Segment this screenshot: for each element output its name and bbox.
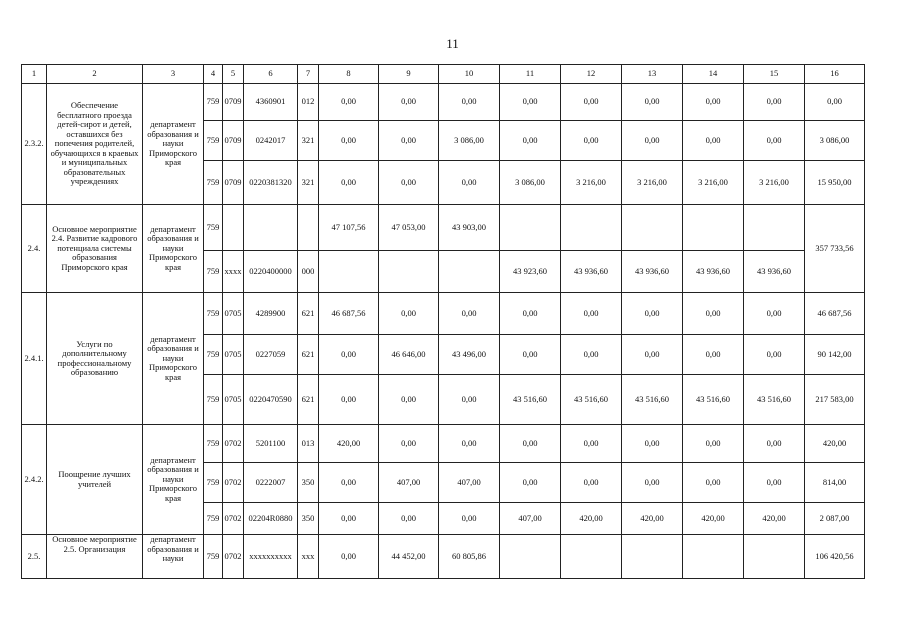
header-cell: 16 [805,65,865,84]
cell: 759 [204,463,223,503]
cell: 0702 [223,535,244,579]
cell: 321 [298,121,319,161]
cell: 759 [204,503,223,535]
cell: 759 [204,251,223,293]
cell: 43 903,00 [439,205,500,251]
cell: 3 086,00 [500,161,561,205]
cell: 0,00 [500,463,561,503]
cell: 0,00 [744,84,805,121]
cell: 3 216,00 [561,161,622,205]
cell: 43 923,60 [500,251,561,293]
cell: 0,00 [744,293,805,335]
cell: 0702 [223,425,244,463]
cell: 46 687,56 [319,293,379,335]
cell: 0,00 [439,293,500,335]
cell [622,205,683,251]
header-cell: 14 [683,65,744,84]
cell: xxxx [223,251,244,293]
cell: 0702 [223,463,244,503]
cell: 0,00 [500,84,561,121]
cell: 0705 [223,293,244,335]
cell: 43 516,60 [622,375,683,425]
cell: 420,00 [805,425,865,463]
cell: 43 936,60 [561,251,622,293]
cell: 0709 [223,84,244,121]
cell: 217 583,00 [805,375,865,425]
section-name: Услуги по дополнительному профессиональному образованию [47,293,143,425]
cell: 321 [298,161,319,205]
cell: 3 086,00 [805,121,865,161]
cell: 43 516,60 [683,375,744,425]
cell: 759 [204,425,223,463]
cell: 43 516,60 [561,375,622,425]
cell: 0,00 [379,503,439,535]
cell: 407,00 [439,463,500,503]
cell [223,205,244,251]
cell [622,535,683,579]
cell: 0,00 [683,425,744,463]
table-row [22,425,865,463]
cell [744,535,805,579]
cell: 0705 [223,335,244,375]
page-number: 11 [446,36,459,51]
cell: 43 516,60 [744,375,805,425]
cell: 43 936,60 [622,251,683,293]
cell: xxx [298,535,319,579]
executor: департамент образования и науки [143,535,204,579]
cell: 02204R0880 [244,503,298,535]
section-name: Основное мероприятие 2.4. Развитие кадрового потенциала системы образования Приморского края [47,205,143,293]
cell: 0,00 [561,425,622,463]
cell: 46 687,56 [805,293,865,335]
cell [500,205,561,251]
cell: 357 733,56 [805,205,865,293]
cell: 0,00 [683,84,744,121]
cell: 3 216,00 [744,161,805,205]
header-cell: 15 [744,65,805,84]
cell: 350 [298,503,319,535]
cell: 0,00 [379,84,439,121]
cell [244,205,298,251]
header-row [22,65,865,84]
cell: 759 [204,293,223,335]
cell: 420,00 [683,503,744,535]
cell: 814,00 [805,463,865,503]
cell: 0,00 [622,335,683,375]
cell: 420,00 [561,503,622,535]
cell: 420,00 [744,503,805,535]
header-cell: 4 [204,65,223,84]
cell: 0220470590 [244,375,298,425]
cell: 0,00 [622,293,683,335]
cell: 0,00 [683,335,744,375]
cell: 621 [298,293,319,335]
cell: 0,00 [622,425,683,463]
section-code: 2.4. [22,205,47,293]
cell [379,251,439,293]
cell: 0,00 [500,121,561,161]
cell: 420,00 [319,425,379,463]
section-code: 2.4.2. [22,425,47,535]
budget-table [21,64,865,579]
cell: 0,00 [805,84,865,121]
cell: 407,00 [500,503,561,535]
header-cell: 2 [47,65,143,84]
cell: 0,00 [500,335,561,375]
cell: 3 216,00 [683,161,744,205]
header-cell: 8 [319,65,379,84]
cell: 0,00 [561,335,622,375]
header-cell: 7 [298,65,319,84]
cell: 4360901 [244,84,298,121]
table-row [22,205,865,251]
cell [561,205,622,251]
cell: 0,00 [744,335,805,375]
cell: 621 [298,335,319,375]
cell: 0242017 [244,121,298,161]
cell: 0,00 [439,84,500,121]
cell: 0,00 [439,503,500,535]
cell: 0,00 [683,121,744,161]
cell [561,535,622,579]
cell: xxxxxxxxxx [244,535,298,579]
cell: 0,00 [319,503,379,535]
header-cell: 10 [439,65,500,84]
section-name: Поощрение лучших учителей [47,425,143,535]
section-code: 2.3.2. [22,84,47,205]
cell: 0,00 [379,121,439,161]
cell: 0,00 [439,425,500,463]
header-cell: 1 [22,65,47,84]
cell: 43 936,60 [744,251,805,293]
table-row [22,293,865,335]
cell: 44 452,00 [379,535,439,579]
cell: 420,00 [622,503,683,535]
header-cell: 9 [379,65,439,84]
cell: 759 [204,335,223,375]
cell: 0,00 [500,293,561,335]
cell [319,251,379,293]
executor: департамент образования и науки Приморского края [143,84,204,205]
header-cell: 3 [143,65,204,84]
cell: 0220381320 [244,161,298,205]
cell: 0,00 [319,84,379,121]
cell: 0702 [223,503,244,535]
header-cell: 13 [622,65,683,84]
executor: департамент образования и науки Приморского края [143,425,204,535]
cell: 621 [298,375,319,425]
cell: 0709 [223,121,244,161]
cell: 759 [204,84,223,121]
cell [500,535,561,579]
cell: 0,00 [683,293,744,335]
cell: 0,00 [622,84,683,121]
cell: 3 086,00 [439,121,500,161]
cell: 0,00 [439,375,500,425]
cell: 0,00 [439,161,500,205]
cell: 46 646,00 [379,335,439,375]
cell: 759 [204,161,223,205]
cell: 0,00 [319,335,379,375]
cell: 0,00 [319,535,379,579]
cell: 0,00 [744,425,805,463]
cell: 0,00 [379,293,439,335]
cell: 759 [204,121,223,161]
cell [298,205,319,251]
cell: 0709 [223,161,244,205]
cell [683,205,744,251]
cell: 0,00 [561,463,622,503]
cell: 43 516,60 [500,375,561,425]
cell: 0,00 [319,375,379,425]
cell: 013 [298,425,319,463]
cell: 3 216,00 [622,161,683,205]
cell: 43 496,00 [439,335,500,375]
cell: 0222007 [244,463,298,503]
cell: 0,00 [500,425,561,463]
header-cell: 6 [244,65,298,84]
cell: 106 420,56 [805,535,865,579]
cell: 759 [204,535,223,579]
cell: 0,00 [561,84,622,121]
cell: 012 [298,84,319,121]
cell: 0,00 [319,463,379,503]
cell: 0,00 [561,121,622,161]
cell: 47 107,56 [319,205,379,251]
cell: 0,00 [744,121,805,161]
executor: департамент образования и науки Приморского края [143,293,204,425]
cell [683,535,744,579]
table-row [22,535,865,579]
header-cell: 12 [561,65,622,84]
cell: 759 [204,205,223,251]
cell: 0227059 [244,335,298,375]
cell: 43 936,60 [683,251,744,293]
cell: 0,00 [319,121,379,161]
cell: 90 142,00 [805,335,865,375]
cell: 759 [204,375,223,425]
section-code: 2.4.1. [22,293,47,425]
cell: 0,00 [622,463,683,503]
cell: 0,00 [683,463,744,503]
cell: 60 805,86 [439,535,500,579]
section-code: 2.5. [22,535,47,579]
cell: 0,00 [379,161,439,205]
cell [744,205,805,251]
cell: 0,00 [319,161,379,205]
section-name: Обеспечение бесплатного проезда детей-сирот и детей, оставшихся без попечения родителей, обучающихся в краевых и муниципальных образовательных учреждениях [47,84,143,205]
cell: 47 053,00 [379,205,439,251]
cell: 000 [298,251,319,293]
cell: 0,00 [379,425,439,463]
cell [439,251,500,293]
header-cell: 5 [223,65,244,84]
cell: 0705 [223,375,244,425]
cell: 0,00 [744,463,805,503]
section-name: Основное мероприятие 2.5. Организация [47,535,143,579]
cell: 407,00 [379,463,439,503]
table-row [22,84,865,121]
cell: 15 950,00 [805,161,865,205]
cell: 4289900 [244,293,298,335]
cell: 5201100 [244,425,298,463]
cell: 350 [298,463,319,503]
cell: 2 087,00 [805,503,865,535]
executor: департамент образования и науки Приморского края [143,205,204,293]
cell: 0,00 [622,121,683,161]
cell: 0,00 [379,375,439,425]
cell: 0220400000 [244,251,298,293]
header-cell: 11 [500,65,561,84]
cell: 0,00 [561,293,622,335]
